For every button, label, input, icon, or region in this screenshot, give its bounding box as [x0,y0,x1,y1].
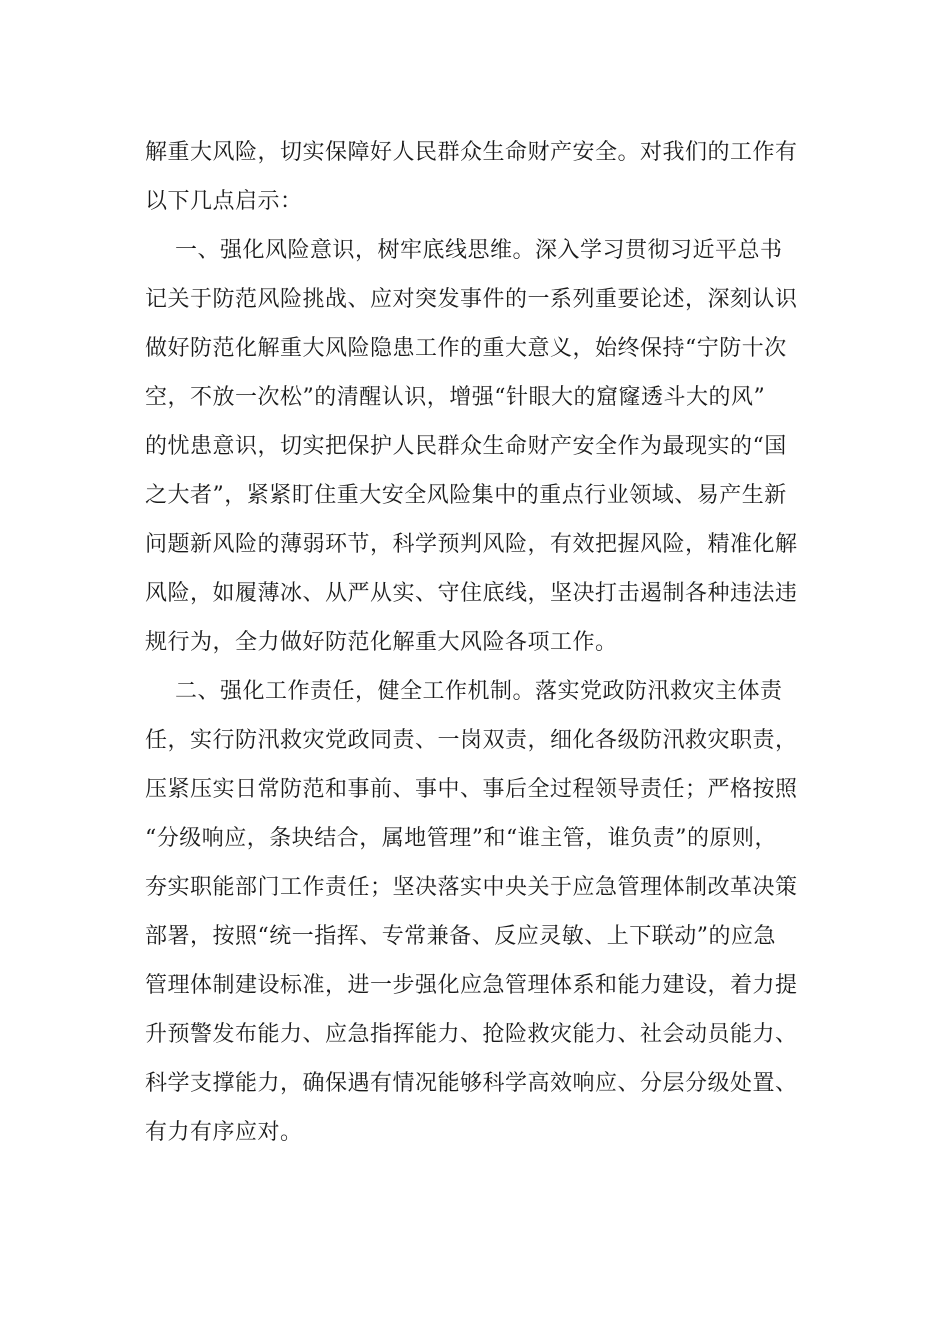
text-line: 二、强化工作责任，健全工作机制。落实党政防汛救灾主体责 [145,679,783,704]
paragraph-intro-continuation [145,128,805,226]
text-line: 记关于防范风险挑战、应对突发事件的一系列重要论述，深刻认识 [145,287,798,312]
text-line: 做好防范化解重大风险隐患工作的重大意义，始终保持“宁防十次 [145,336,787,361]
paragraph-point-two [145,667,805,1157]
text-line: 有力有序应对。 [145,1120,303,1145]
text-line: 之大者”，紧紧盯住重大安全风险集中的重点行业领域、易产生新 [145,483,787,508]
text-line: 的忧患意识，切实把保护人民群众生命财产安全作为最现实的“国 [145,434,787,459]
document-body [145,128,805,1157]
text-line: 部署，按照“统一指挥、专常兼备、反应灵敏、上下联动”的应急 [145,924,776,949]
text-line: 压紧压实日常防范和事前、事中、事后全过程领导责任；严格按照 [145,777,798,802]
text-line: 夯实职能部门工作责任；坚决落实中央关于应急管理体制改革决策 [145,875,798,900]
text-line: 空，不放一次松”的清醒认识，增强“针眼大的窟窿透斗大的风” [145,385,766,410]
text-line: 升预警发布能力、应急指挥能力、抢险救灾能力、社会动员能力、 [145,1022,798,1047]
text-line: 风险，如履薄冰、从严从实、守住底线，坚决打击遏制各种违法违 [145,581,798,606]
paragraph-point-one [145,226,805,667]
text-line: 以下几点启示： [145,189,303,214]
text-line: 规行为，全力做好防范化解重大风险各项工作。 [145,630,618,655]
text-line: 一、强化风险意识，树牢底线思维。深入学习贯彻习近平总书 [145,238,783,263]
text-line: 解重大风险，切实保障好人民群众生命财产安全。对我们的工作有 [145,140,798,165]
text-line: 管理体制建设标准，进一步强化应急管理体系和能力建设，着力提 [145,973,798,998]
text-line: 科学支撑能力，确保遇有情况能够科学高效响应、分层分级处置、 [145,1071,798,1096]
text-line: “分级响应，条块结合，属地管理”和“谁主管，谁负责”的原则， [145,826,777,851]
text-line: 问题新风险的薄弱环节，科学预判风险，有效把握风险，精准化解 [145,532,798,557]
text-line: 任，实行防汛救灾党政同责、一岗双责，细化各级防汛救灾职责， [145,728,798,753]
